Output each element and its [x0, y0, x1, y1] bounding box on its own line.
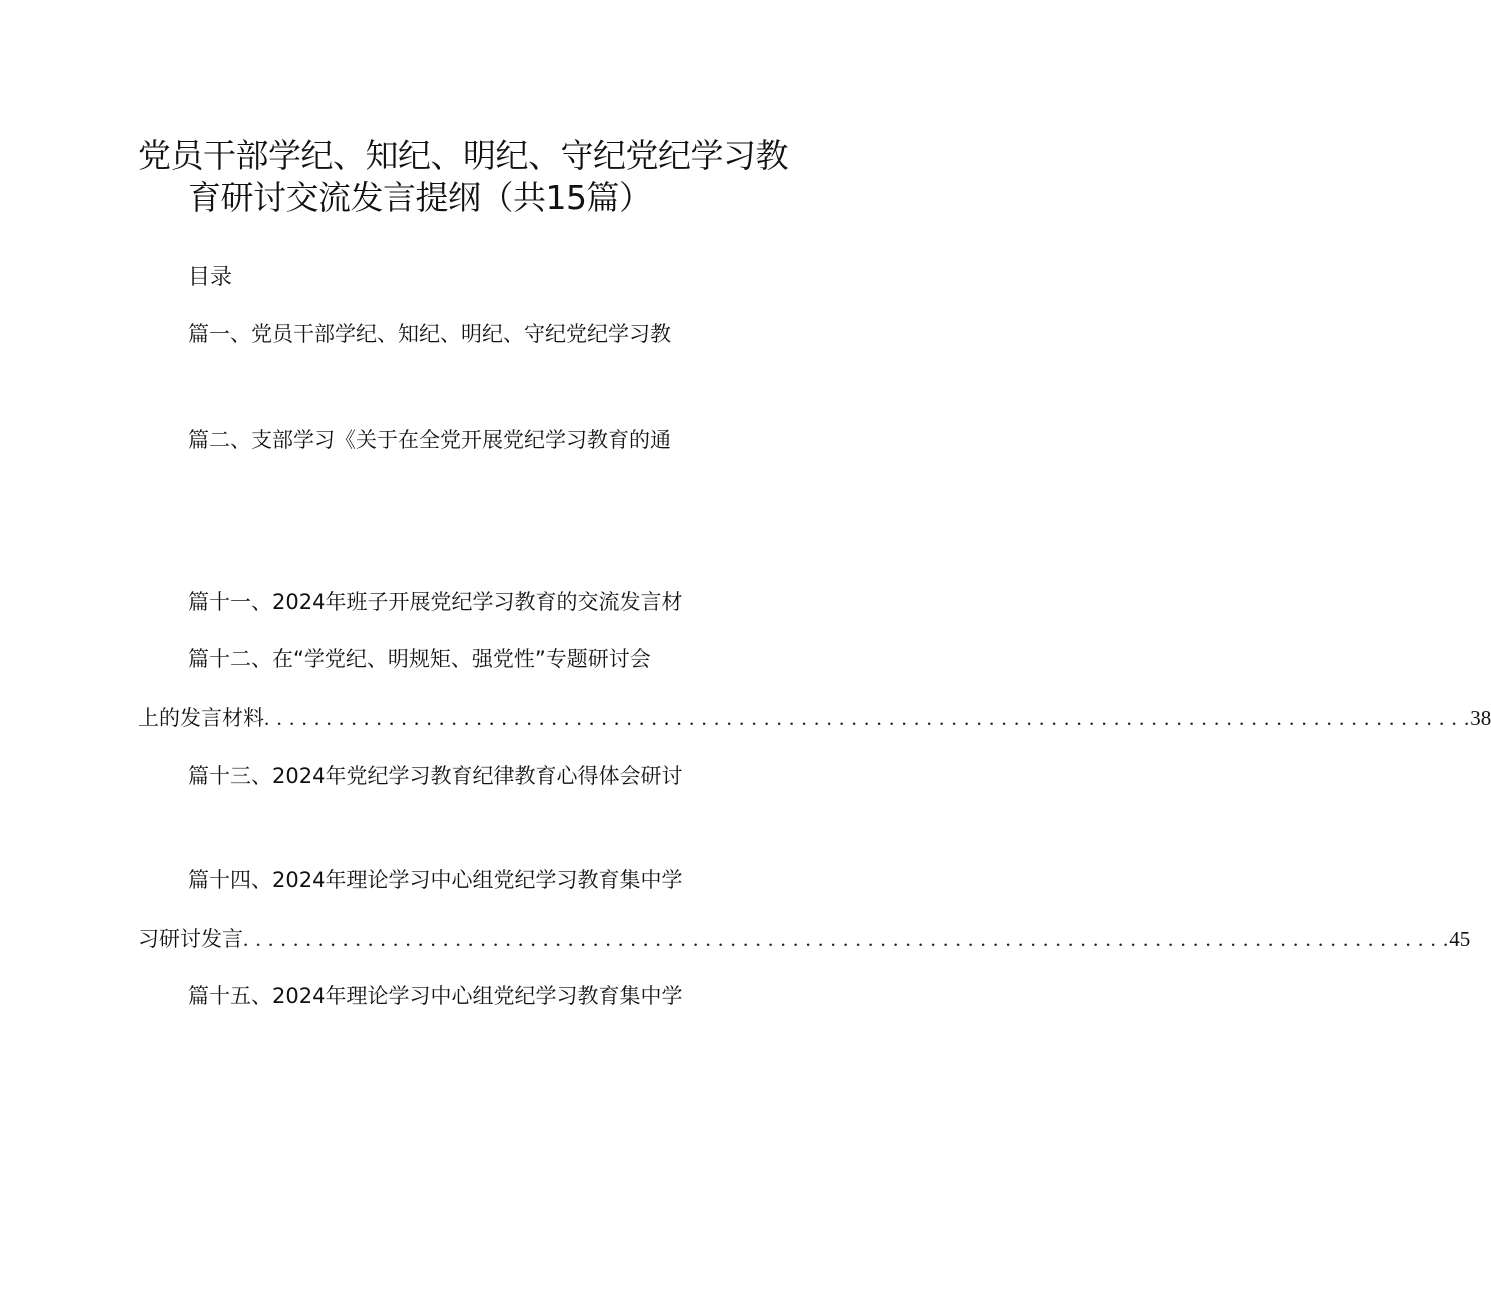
- toc-entry-14-continuation[interactable]: [138, 924, 1471, 954]
- toc-entry-2[interactable]: 篇二、支部学习《关于在全党开展党纪学习教育的通: [188, 428, 671, 452]
- toc-entry-12-continuation-text: 上的发言材料: [138, 706, 264, 730]
- toc-entry-14-page-number: 45: [1449, 927, 1471, 951]
- toc-entry-15[interactable]: 篇十五、2024年理论学习中心组党纪学习教育集中学: [188, 984, 683, 1008]
- toc-heading: 目录: [188, 265, 233, 290]
- toc-entry-11[interactable]: 篇十一、2024年班子开展党纪学习教育的交流发言材: [188, 590, 683, 614]
- dot-leader: . . . . . . . . . . . . . . . . . . . . . . . . . . . . . . . . . . . . . . . . . . . . . . . . . . . . . . . . . . . . . . . . . . . . . . . . . . . . . . . . . . . . . . . . . . . . . . . . .: [264, 706, 1471, 730]
- toc-entry-14[interactable]: 篇十四、2024年理论学习中心组党纪学习教育集中学: [188, 868, 683, 892]
- toc-entry-12[interactable]: 篇十二、在“学党纪、明规矩、强党性”专题研讨会: [188, 647, 651, 671]
- document-title-line-2: 育研讨交流发言提纲（共15篇）: [188, 178, 652, 217]
- dot-leader: . . . . . . . . . . . . . . . . . . . . . . . . . . . . . . . . . . . . . . . . . . . . . . . . . . . . . . . . . . . . . . . . . . . . . . . . . . . . . . . . . . . . . . . . . . . . . . . . .: [243, 927, 1450, 951]
- toc-entry-1[interactable]: 篇一、党员干部学纪、知纪、明纪、守纪党纪学习教: [188, 322, 671, 346]
- toc-entry-12-page-number: 38: [1470, 706, 1491, 730]
- toc-entry-14-continuation-text: 习研讨发言: [138, 927, 243, 951]
- document-title-line-1: 党员干部学纪、知纪、明纪、守纪党纪学习教: [138, 136, 788, 175]
- toc-entry-13[interactable]: 篇十三、2024年党纪学习教育纪律教育心得体会研讨: [188, 764, 683, 788]
- toc-entry-12-continuation[interactable]: [138, 703, 1491, 733]
